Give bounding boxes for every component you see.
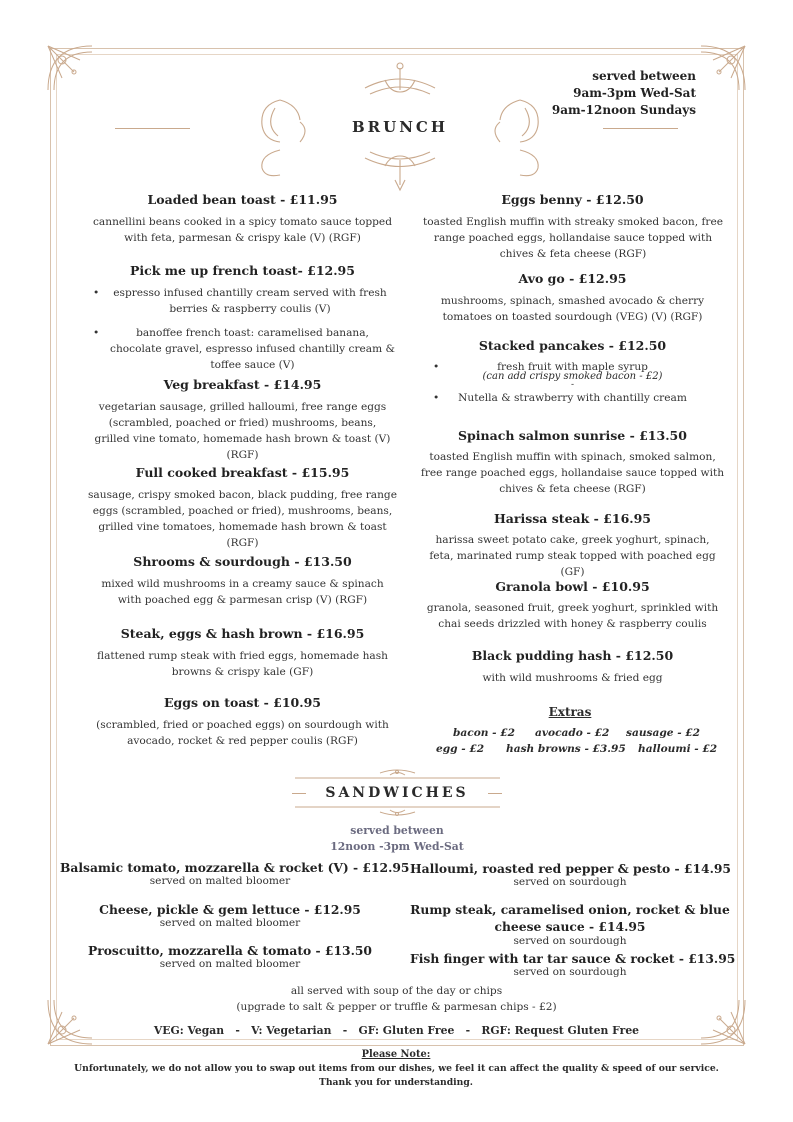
menu-item-description: harissa sweet potato cake, greek yoghurt, spinach, feta, marinated rump steak topped with poached egg (GF) — [429, 534, 716, 578]
sandwich-item — [410, 901, 730, 947]
menu-item-title: Shrooms & sourdough - £13.50 — [133, 554, 352, 569]
brunch-left-rule — [115, 128, 190, 129]
extra-item: hash browns - £3.95 — [506, 743, 626, 755]
sandwich-footer-line2: (upgrade to salt & pepper or truffle & parmesan chips - £2) — [236, 1001, 557, 1013]
sandwich-item — [60, 860, 410, 887]
menu-item-description: (scrambled, fried or poached eggs) on sourdough with avocado, rocket & red pepper coulis (RGF) — [96, 719, 389, 747]
sandwich-title: Cheese, pickle & gem lettuce - £12.95 — [99, 902, 361, 917]
menu-item-title: Eggs benny - £12.50 — [501, 192, 644, 207]
menu-item-description: toasted English muffin with streaky smoked bacon, free range poached eggs, hollandaise sauce topped with chives & feta cheese (RGF) — [423, 216, 723, 260]
sandwich-item — [410, 951, 736, 978]
sandwich-item — [410, 861, 730, 888]
extra-item: egg - £2 — [436, 743, 485, 755]
menu-item-title: Stacked pancakes - £12.50 — [478, 338, 667, 353]
sandwich-title: Rump steak, caramelised onion, rocket & blue — [410, 902, 730, 917]
corner-ornament-top-right — [697, 42, 749, 94]
brunch-right-rule — [603, 128, 678, 129]
menu-item-title: Pick me up french toast- £12.95 — [130, 263, 355, 278]
menu-item-title: Black pudding hash - £12.50 — [471, 648, 674, 663]
sandwich-title: Fish finger with tar tar sauce & rocket - £13.95 — [410, 951, 736, 966]
note-line1: Unfortunately, we do not allow you to swap out items from our dishes, we feel it can affect the quality & speed of our service. — [74, 1063, 719, 1074]
sandwich-title-continued: cheese sauce - £14.95 — [494, 919, 646, 934]
menu-item-title: Veg breakfast - £14.95 — [163, 377, 322, 392]
menu-item-description: with wild mushrooms & fried egg — [482, 672, 663, 684]
menu-item-title: Steak, eggs & hash brown - £16.95 — [120, 626, 365, 641]
menu-item-bullet: • banoffee french toast: caramelised banana, chocolate gravel, espresso infused chantilly cream & toffee sauce (V) — [110, 325, 395, 373]
menu-item-title: Avo go - £12.95 — [518, 271, 627, 286]
menu-item-description: granola, seasoned fruit, greek yoghurt, sprinkled with chai seeds drizzled with honey & raspberry coulis — [426, 602, 719, 630]
brunch-title: BRUNCH — [351, 118, 449, 136]
menu-item-title: Full cooked breakfast - £15.95 — [135, 465, 350, 480]
menu-item-bullet: • fresh fruit with maple syrup — [450, 359, 695, 375]
sandwich-item — [70, 943, 390, 970]
menu-item-description: cannellini beans cooked in a spicy tomato sauce topped with feta, parmesan & crispy kale (V) (RGF) — [93, 216, 392, 244]
brunch-hours-line3: 9am-12noon Sundays — [551, 103, 696, 117]
sandwich-subtitle: served on malted bloomer — [159, 958, 301, 970]
menu-item-bullet: • Nutella & strawberry with chantilly cream — [450, 390, 695, 406]
extras-title: Extras — [548, 705, 592, 719]
menu-item-description: flattened rump steak with fried eggs, homemade hash browns & crispy kale (GF) — [97, 650, 388, 678]
menu-item-description: mushrooms, spinach, smashed avocado & cherry tomatoes on toasted sourdough (VEG) (V) (RGF) — [440, 295, 705, 323]
sandwich-subtitle: served on sourdough — [513, 876, 627, 888]
extra-item: bacon - £2 — [453, 727, 516, 739]
corner-ornament-bottom-right — [697, 996, 749, 1048]
sandwich-title: Proscuitto, mozzarella & tomato - £13.50 — [88, 943, 372, 958]
menu-item-note: (can add crispy smoked bacon - £2) — [482, 371, 663, 382]
sandwich-footer-line1: all served with soup of the day or chips — [290, 985, 503, 997]
corner-ornament-bottom-left — [44, 996, 96, 1048]
sandwich-title: Halloumi, roasted red pepper & pesto - £14.95 — [410, 861, 731, 876]
menu-item-title: Loaded bean toast - £11.95 — [147, 192, 338, 207]
menu-item-title: Harissa steak - £16.95 — [493, 511, 652, 526]
dietary-legend: VEG: Vegan - V: Vegetarian - GF: Gluten Free - RGF: Request Gluten Free — [153, 1024, 640, 1037]
note-line2: Thank you for understanding. — [319, 1077, 473, 1088]
menu-item-bullet: • espresso infused chantilly cream served with fresh berries & raspberry coulis (V) — [110, 285, 390, 317]
sandwich-subtitle: served on sourdough — [513, 966, 627, 978]
sandwich-subtitle: served on malted bloomer — [159, 917, 301, 929]
brunch-hours — [520, 68, 696, 119]
sandwich-subtitle: served on sourdough — [513, 935, 627, 947]
menu-item-description: toasted English muffin with spinach, smoked salmon, free range poached eggs, hollandaise sauce topped with chives & feta cheese (RGF) — [420, 451, 725, 495]
menu-item-description: vegetarian sausage, grilled halloumi, free range eggs (scrambled, poached or fried) mushrooms, beans, grilled vine tomato, homemade hash brown & toast (V) (RGF) — [94, 401, 391, 461]
extra-item: avocado - £2 — [535, 727, 610, 739]
menu-item-dash: - — [570, 380, 575, 390]
sandwich-item — [70, 902, 390, 929]
menu-item-description: sausage, crispy smoked bacon, black pudding, free range eggs (scrambled, poached or fried), mushrooms, beans, grilled vine tomatoes, homemade hash brown & toast (RGF) — [88, 489, 397, 549]
sandwiches-hours-line2: 12noon -3pm Wed-Sat — [330, 840, 464, 853]
sandwiches-hours — [297, 823, 497, 855]
menu-item-title: Spinach salmon sunrise - £13.50 — [458, 428, 687, 443]
sandwich-title: Balsamic tomato, mozzarella & rocket (V) - £12.95 — [60, 860, 410, 875]
note-title: Please Note: — [361, 1049, 431, 1060]
sandwiches-hours-line1: served between — [350, 824, 444, 837]
menu-item-title: Eggs on toast - £10.95 — [164, 695, 321, 710]
sandwich-subtitle: served on malted bloomer — [149, 875, 291, 887]
menu-item-description: mixed wild mushrooms in a creamy sauce & spinach with poached egg & parmesan crisp (V) (RGF) — [101, 578, 384, 606]
extra-item: sausage - £2 — [626, 727, 701, 739]
brunch-hours-line2: 9am-3pm Wed-Sat — [573, 86, 696, 100]
corner-ornament-top-left — [44, 42, 96, 94]
brunch-hours-line1: served between — [592, 69, 696, 83]
extra-item: halloumi - £2 — [638, 743, 718, 755]
sandwiches-title: SANDWICHES — [325, 785, 469, 801]
menu-item-title: Granola bowl - £10.95 — [495, 579, 650, 594]
